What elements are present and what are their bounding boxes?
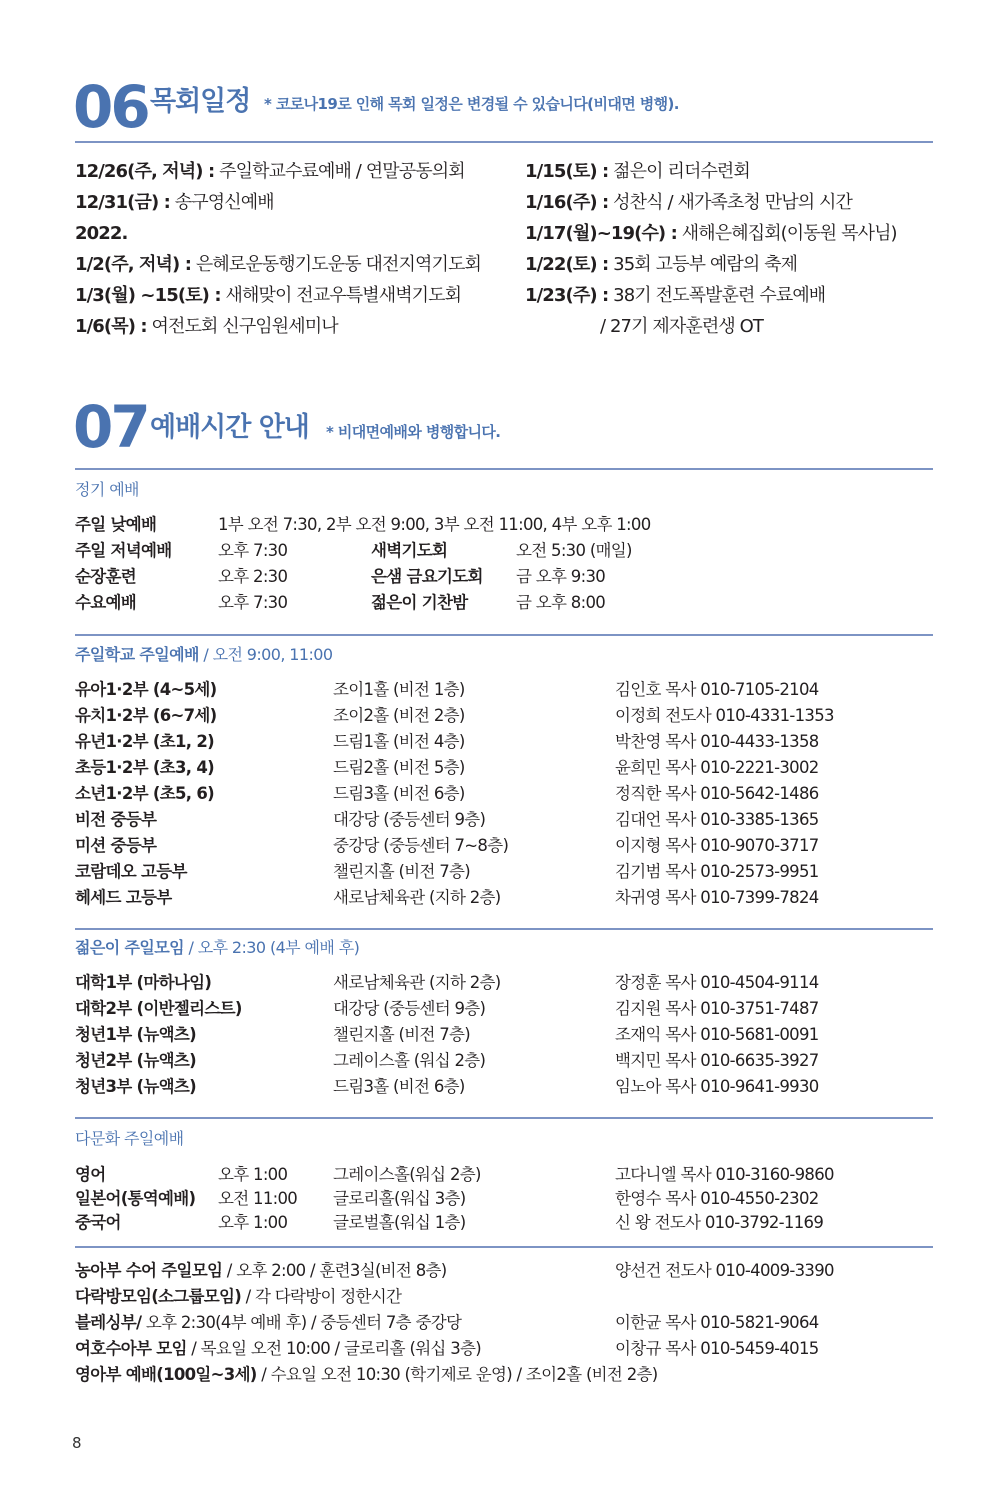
worship-name: 주일 저녁예배 xyxy=(75,541,172,560)
worship-name: 젊은이 기찬밤 xyxy=(371,593,468,612)
worship-time: 금 오후 9:30 xyxy=(516,567,606,586)
worship-name: 순장훈련 xyxy=(75,567,136,586)
worship-name: 은샘 금요기도회 xyxy=(371,567,483,586)
subheading-regular: 정기 예배 xyxy=(75,480,139,499)
subheading-youth: 젊은이 주일모임 / 오후 2:30 (4부 예배 후) xyxy=(75,938,360,957)
page-number: 8 xyxy=(72,1434,82,1452)
section-number-06: 06 xyxy=(73,73,148,141)
section-number-07: 07 xyxy=(73,393,148,461)
subheading-multicultural: 다문화 주일예배 xyxy=(75,1129,184,1148)
section-title-schedule: 목회일정 xyxy=(150,86,251,117)
schedule-item: 1/2(주, 저녁) : 은혜로운동행기도운동 대전지역기도회 xyxy=(75,254,481,275)
worship-name: 주일 낮예배 xyxy=(75,515,157,534)
divider xyxy=(75,634,933,636)
worship-name: 수요예배 xyxy=(75,593,136,612)
worship-time: 오전 5:30 (매일) xyxy=(516,541,632,560)
subheading-sunday-school: 주일학교 주일예배 / 오전 9:00, 11:00 xyxy=(75,645,333,664)
schedule-item: / 27기 제자훈련생 OT xyxy=(600,316,764,337)
schedule-right-column xyxy=(525,156,897,342)
divider xyxy=(75,468,933,470)
schedule-item: 1/23(주) : 38기 전도폭발훈련 수료예배 xyxy=(525,285,826,306)
divider xyxy=(75,928,933,930)
schedule-item: 1/16(주) : 성찬식 / 새가족초청 만남의 시간 xyxy=(525,192,852,213)
section-note-schedule: * 코로나19로 인해 목회 일정은 변경될 수 있습니다(비대면 병행). xyxy=(264,95,679,113)
worship-time: 오후 7:30 xyxy=(218,593,288,612)
divider xyxy=(75,1246,933,1248)
worship-time: 금 오후 8:00 xyxy=(516,593,606,612)
schedule-item: 1/17(월)~19(수) : 새해은혜집회(이동원 목사님) xyxy=(525,223,897,244)
worship-time: 오후 2:30 xyxy=(218,567,288,586)
schedule-item: 12/26(주, 저녁) : 주일학교수료예배 / 연말공동의회 xyxy=(75,161,465,182)
schedule-item: 2022. xyxy=(75,223,128,244)
worship-time: 1부 오전 7:30, 2부 오전 9:00, 3부 오전 11:00, 4부 오후 1:00 xyxy=(218,515,651,534)
schedule-item: 1/6(목) : 여전도회 신구임원세미나 xyxy=(75,316,338,337)
schedule-item: 1/15(토) : 젊은이 리더수련회 xyxy=(525,161,750,182)
schedule-item: 1/3(월) ~15(토) : 새해맞이 전교우특별새벽기도회 xyxy=(75,285,462,306)
divider xyxy=(75,141,933,143)
section-title-worship: 예배시간 안내 xyxy=(150,412,309,443)
schedule-left-column xyxy=(75,156,481,342)
worship-name: 새벽기도회 xyxy=(371,541,448,560)
divider xyxy=(75,1117,933,1119)
schedule-item: 1/22(토) : 35회 고등부 예람의 축제 xyxy=(525,254,798,275)
section-note-worship: * 비대면예배와 병행합니다. xyxy=(326,423,501,441)
schedule-item: 12/31(금) : 송구영신예배 xyxy=(75,192,274,213)
worship-time: 오후 7:30 xyxy=(218,541,288,560)
